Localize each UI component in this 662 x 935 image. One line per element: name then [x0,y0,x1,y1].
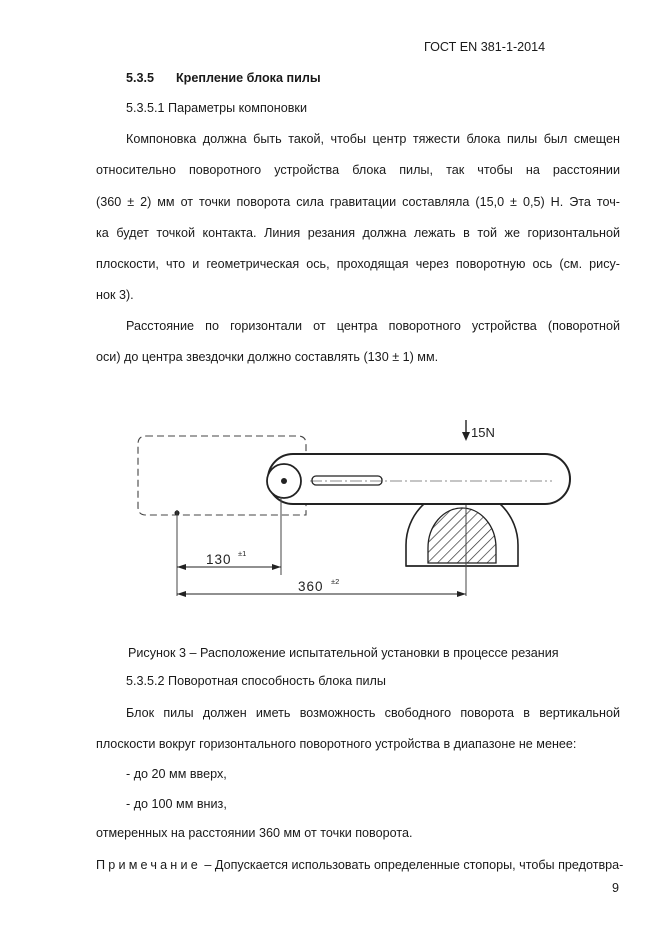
dimension-130-tolerance: ±1 [238,549,247,558]
force-arrow [462,420,470,441]
sprocket-pivot [175,464,302,516]
section-title: Крепление блока пилы [176,71,321,85]
paragraph-line: Расстояние по горизонтали от центра поворотного устройства (поворотной [126,319,620,333]
paragraph-line: плоскости вокруг горизонтального поворотного устройства в диапазоне не менее: [96,737,577,751]
note-dash: – [200,858,215,872]
dimension-360-label: 360 [298,579,324,594]
paragraph-line: плоскости, что и геометрическая ось, проходящая через поворотную ось (см. рису- [96,257,620,271]
force-label: 15N [471,425,495,440]
figure-caption: Рисунок 3 – Расположение испытательной установки в процессе резания [128,646,559,660]
subsection-heading: 5.3.5.2 Поворотная способность блока пилы [126,674,386,688]
standard-code: ГОСТ EN 381-1-2014 [424,40,546,54]
section-number: 5.3.5 [126,71,155,85]
paragraph-line: (360 ± 2) мм от точки поворота сила гравитации составляла (15,0 ± 0,5) Н. Эта точ- [96,195,620,209]
paragraph-line: ка будет точкой контакта. Линия резания должна лежать в той же горизонтальной [96,226,620,240]
measurement-note: отмеренных на расстоянии 360 мм от точки поворота. [96,826,413,840]
note-text: Допускается использовать определенные стопоры, чтобы предотвра- [214,858,624,872]
paragraph-line: относительно поворотного устройства блока пилы, так чтобы на расстоянии [96,163,620,177]
page-number: 9 [612,881,620,895]
paragraph-line: Блок пилы должен иметь возможность свободного поворота в вертикальной [126,706,620,720]
note-line [96,858,623,872]
paragraph-line: Компоновка должна быть такой, чтобы центр тяжести блока пилы был смещен [126,132,620,146]
list-item: - до 20 мм вверх, [126,767,227,781]
dimension-130-label: 130 [206,552,232,567]
note-label: Примечание [96,858,201,872]
paragraph-line: нок 3). [96,288,134,302]
subsection-heading: 5.3.5.1 Параметры компоновки [126,101,307,115]
paragraph-line: оси) до центра звездочки должно составлять (130 ± 1) мм. [96,350,439,364]
guide-bar [268,454,570,504]
dimension-360-tolerance: ±2 [331,577,340,586]
list-item: - до 100 мм вниз, [126,797,227,811]
